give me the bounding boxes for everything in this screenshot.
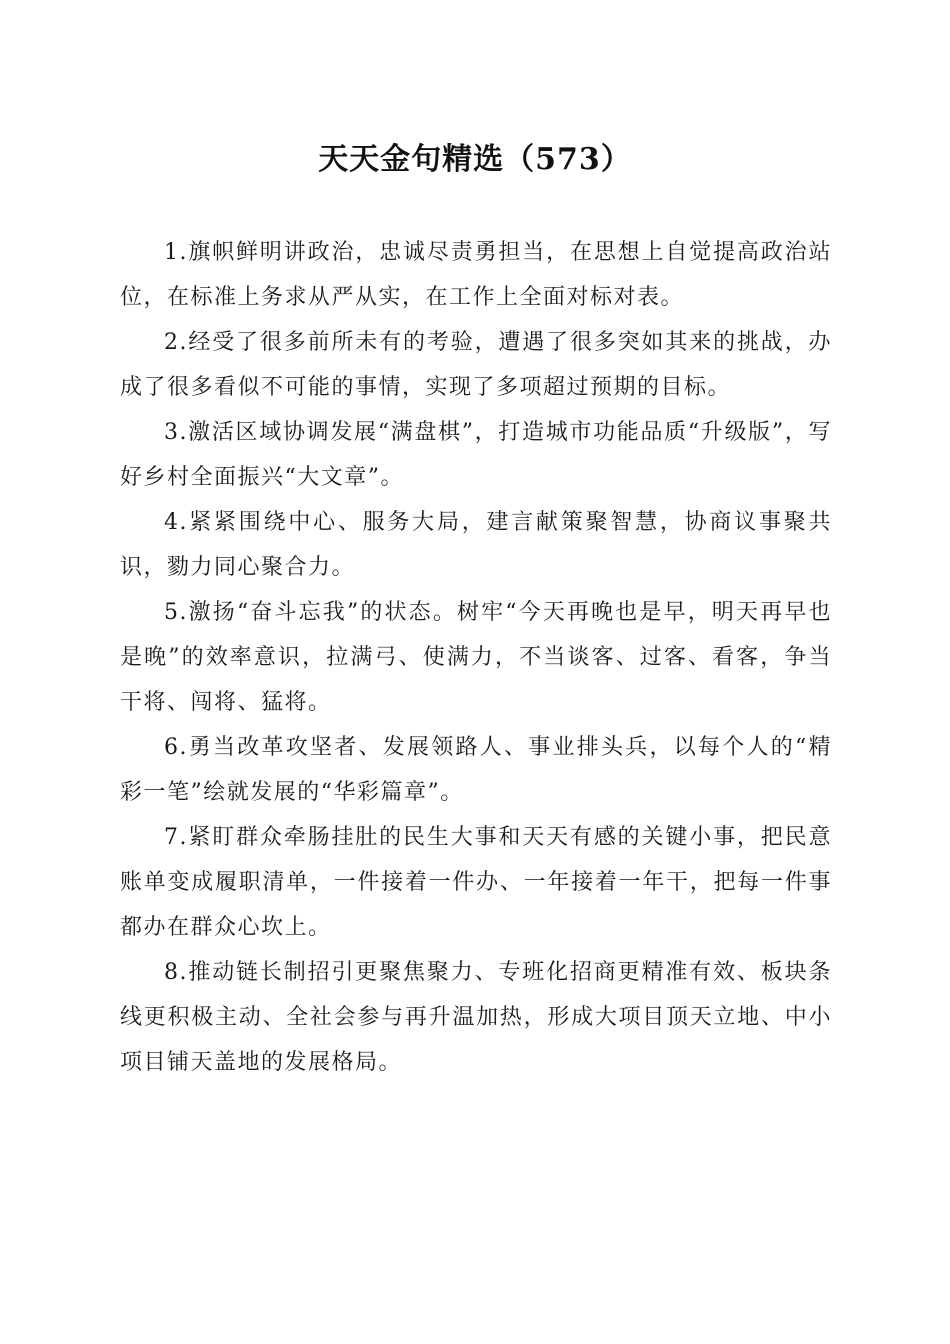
quote-item-6: 6.勇当改革攻坚者、发展领路人、事业排头兵，以每个人的“精彩一笔”绘就发展的“华彩篇章”。 [120, 735, 832, 805]
quote-item-4: 4.紧紧围绕中心、服务大局，建言献策聚智慧，协商议事聚共识，勠力同心聚合力。 [120, 510, 832, 580]
page-title: 天天金句精选（573） [318, 142, 632, 177]
quote-item-2: 2.经受了很多前所未有的考验，遭遇了很多突如其来的挑战，办成了很多看似不可能的事情，实现了多项超过预期的目标。 [120, 330, 832, 400]
document-body [120, 230, 832, 1085]
quote-item-1: 1.旗帜鲜明讲政治，忠诚尽责勇担当，在思想上自觉提高政治站位，在标准上务求从严从实，在工作上全面对标对表。 [120, 240, 832, 310]
quote-item-5: 5.激扬“奋斗忘我”的状态。树牢“今天再晚也是早，明天再早也是晚”的效率意识，拉满弓、使满力，不当谈客、过客、看客，争当干将、闯将、猛将。 [120, 600, 832, 715]
quote-item-8: 8.推动链长制招引更聚焦聚力、专班化招商更精准有效、板块条线更积极主动、全社会参与再升温加热，形成大项目顶天立地、中小项目铺天盖地的发展格局。 [120, 960, 832, 1075]
quote-item-3: 3.激活区域协调发展“满盘棋”，打造城市功能品质“升级版”，写好乡村全面振兴“大文章”。 [120, 420, 832, 490]
quote-item-7: 7.紧盯群众牵肠挂肚的民生大事和天天有感的关键小事，把民意账单变成履职清单，一件接着一件办、一年接着一年干，把每一件事都办在群众心坎上。 [120, 825, 832, 940]
